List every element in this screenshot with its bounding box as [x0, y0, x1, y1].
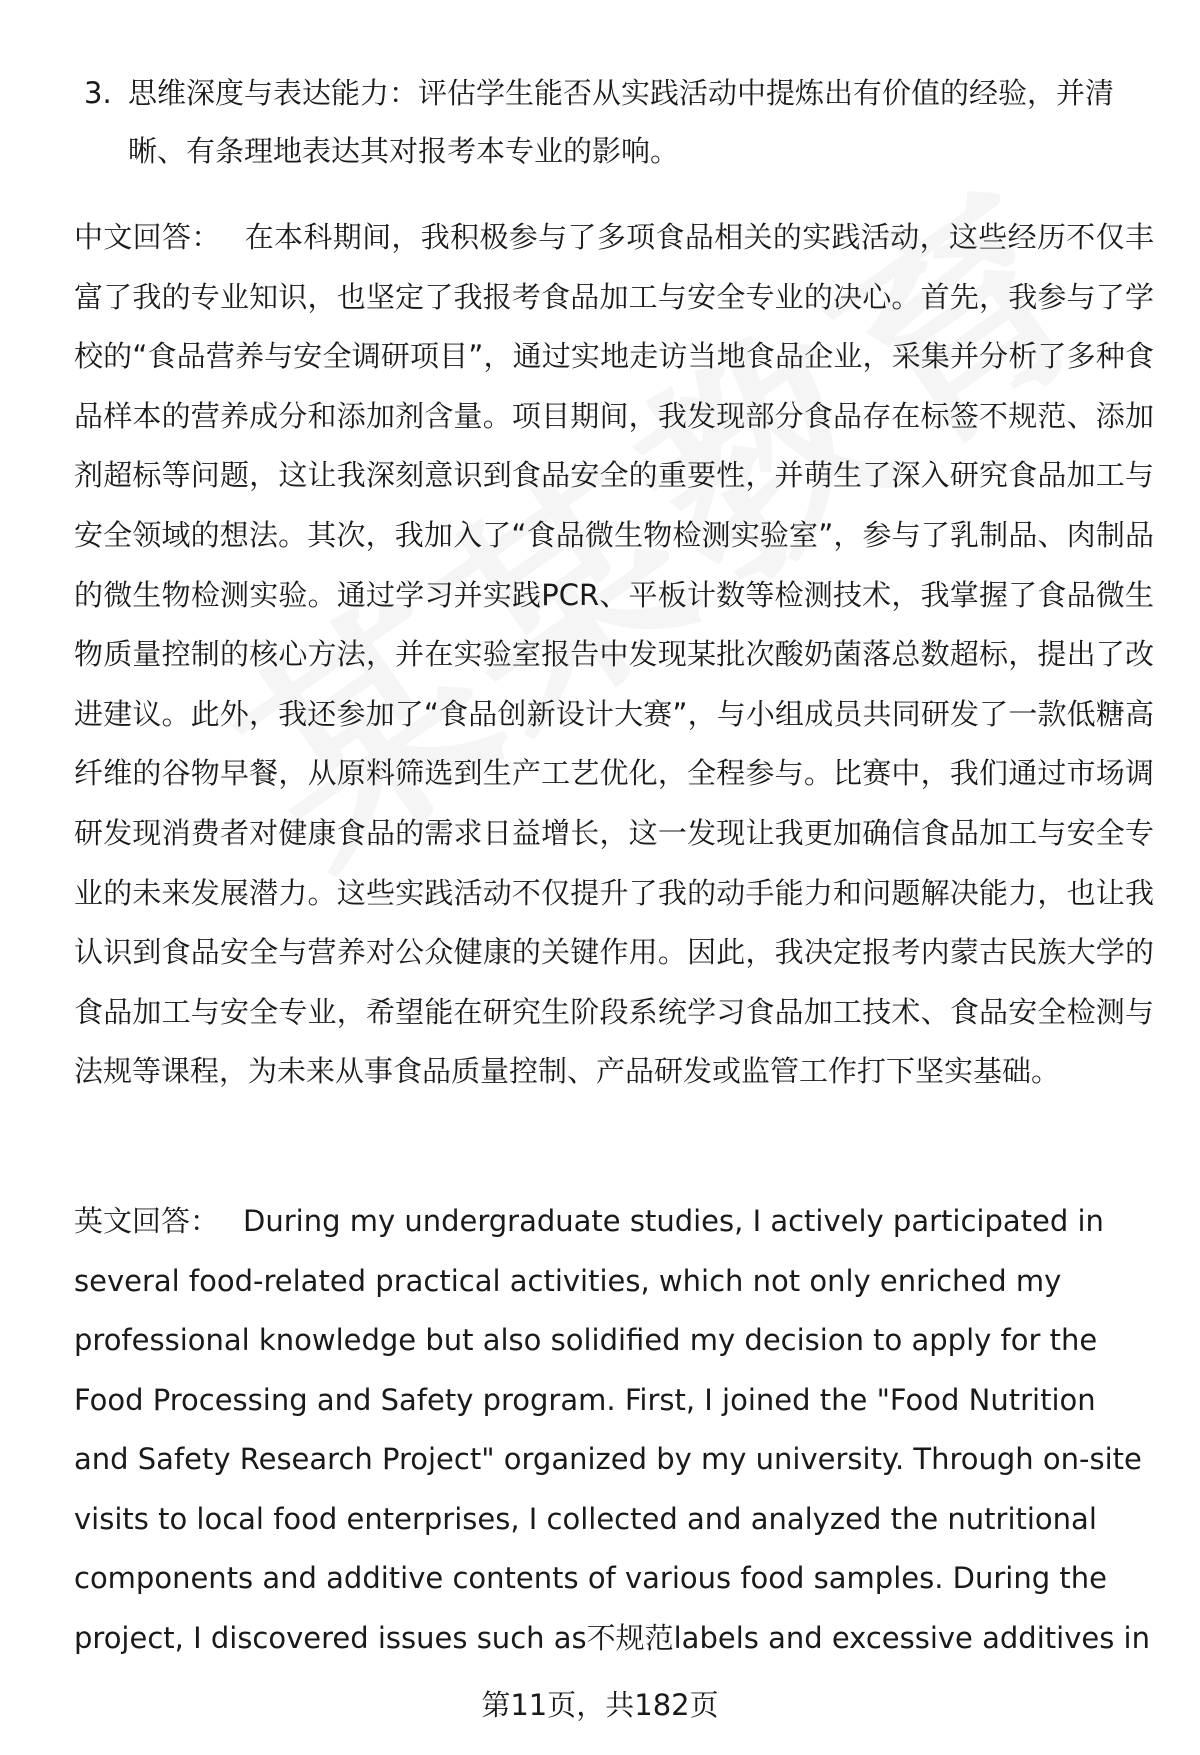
criteria-item-3	[84, 64, 1164, 180]
item-number: 3.	[84, 76, 112, 110]
page-footer	[0, 1685, 1200, 1725]
chinese-answer-paragraph	[74, 208, 1154, 1102]
english-answer-paragraph	[74, 1192, 1154, 1668]
english-answer-label: 英文回答：	[74, 1204, 220, 1238]
page-number: 第11页，共182页	[481, 1688, 719, 1722]
chinese-answer-text: 在本科期间，我积极参与了多项食品相关的实践活动，这些经历不仅丰富了我的专业知识，也坚定了我报考食品加工与安全专业的决心。首先，我参与了学校的“食品营养与安全调研项目”，通过实地走访当地食品企业，采集并分析了多种食品样本的营养成分和添加剂含量。项目期间，我发现部分食品存在标签不规范、添加剂超标等问题，这让我深刻意识到食品安全的重要性，并萌生了深入研究食品加工与安全领域的想法。其次，我加入了“食品微生物检测实验室”，参与了乳制品、肉制品的微生物检测实验。通过学习并实践PCR、平板计数等检测技术，我掌握了食品微生物质量控制的核心方法，并在实验室报告中发现某批次酸奶菌落总数超标，提出了改进建议。此外，我还参加了“食品创新设计大赛”，与小组成员共同研发了一款低糖高纤维的谷物早餐，从原料筛选到生产工艺优化，全程参与。比赛中，我们通过市场调研发现消费者对健康食品的需求日益增长，这一发现让我更加确信食品加工与安全专业的未来发展潜力。这些实践活动不仅提升了我的动手能力和问题解决能力，也让我认识到食品安全与营养对公众健康的关键作用。因此，我决定报考内蒙古民族大学的食品加工与安全专业，希望能在研究生阶段系统学习食品加工技术、食品安全检测与法规等课程，为未来从事食品质量控制、产品研发或监管工作打下坚实基础。	[74, 220, 1154, 1089]
chinese-answer-label: 中文回答：	[74, 220, 221, 254]
english-answer-text: During my undergraduate studies, I actively participated in several food-related practical activities, which not only enriched my professional knowledge but also solidified my decision to apply for the Food Processing and Safety program. First, I joined the "Food Nutrition and Safety Research Project" organized by my university. Through on-site visits to local food enterprises, I collected and analyzed the nutritional components and additive contents of various food samples. During the project, I discovered issues such as不规范labels and excessive additives in	[74, 1204, 1150, 1655]
item-text: 思维深度与表达能力：评估学生能否从实践活动中提炼出有价值的经验，并清晰、有条理地表达其对报考本专业的影响。	[128, 76, 1115, 168]
